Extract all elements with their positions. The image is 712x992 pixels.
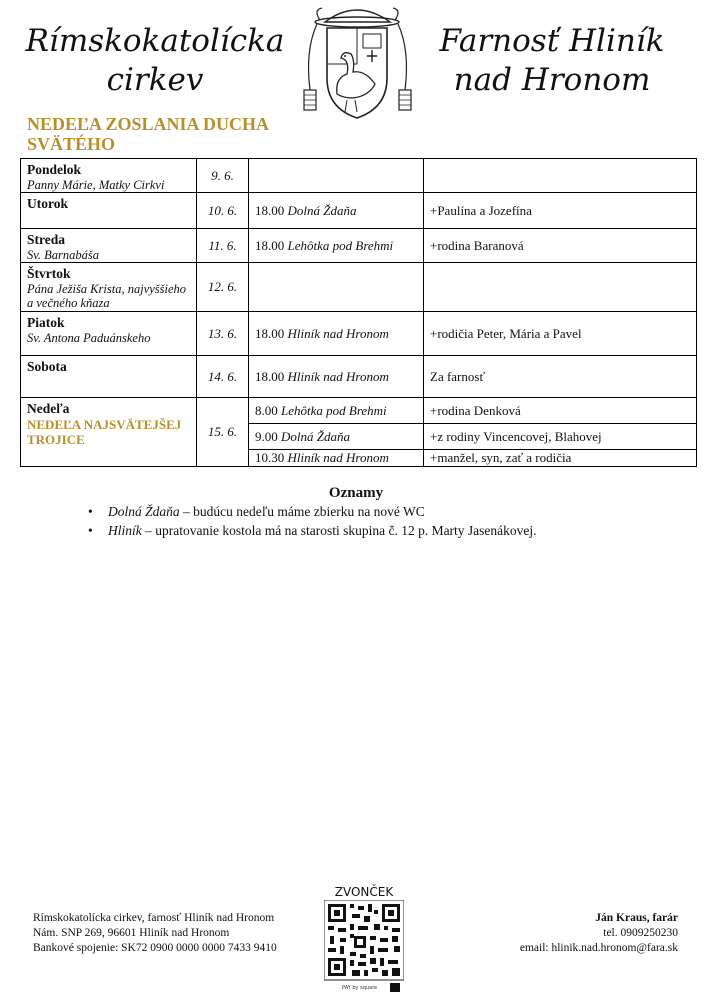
sunday-feast: NEDEĽA NAJSVÄTEJŠEJ TROJICE (27, 417, 182, 447)
list-item (88, 502, 537, 521)
intention-cell: Za farnosť (424, 356, 697, 398)
intention-cell: +rodičia Peter, Mária a Pavel (424, 312, 697, 356)
table-row (21, 312, 697, 356)
day-cell (21, 229, 197, 263)
header-right (407, 22, 697, 100)
footer-bank: Bankové spojenie: SK72 0900 0000 0000 7433 9410 (33, 942, 277, 954)
day-feast: Panny Márie, Matky Cirkvi (27, 178, 165, 192)
day-cell (21, 398, 197, 467)
day-name: Pondelok (27, 162, 82, 177)
mass-schedule-table (20, 158, 697, 467)
mass-time: 18.00 (255, 368, 285, 384)
footer-email: email: hlinik.nad.hronom@fara.sk (519, 942, 678, 954)
intention-cell (424, 263, 697, 312)
announcement-text: – budúcu nedeľu máme zbierku na nové WC (179, 504, 425, 519)
mass-time: 9.00 (255, 428, 278, 444)
footer-contact (520, 911, 678, 956)
mass-time: 8.00 (255, 402, 278, 418)
qr-code-icon (324, 900, 404, 992)
mass-time: 18.00 (255, 202, 285, 218)
mass-time: 10.30 (255, 450, 285, 465)
footer-parish-info (33, 911, 277, 956)
footer-address: Nám. SNP 269, 96601 Hliník nad Hronom (33, 927, 230, 939)
table-row (21, 263, 697, 312)
date-cell: 15. 6. (197, 398, 249, 467)
mass-place: Lehôtka pod Brehmi (281, 402, 387, 418)
footer-parish-name: Rímskokatolícka cirkev, farnosť Hliník nad Hronom (33, 912, 275, 924)
qr-caption: PAY by square (342, 985, 378, 991)
day-name: Štvrtok (27, 266, 71, 281)
mass-place: Hliník nad Hronom (287, 368, 389, 384)
table-row (21, 229, 697, 263)
mass-place: Hliník nad Hronom (287, 450, 389, 465)
footer-phone: tel. 0909250230 (603, 927, 678, 939)
mass-cell (249, 424, 424, 450)
day-name: Nedeľa (27, 401, 70, 416)
day-name: Piatok (27, 315, 65, 330)
day-cell (21, 356, 197, 398)
intention-cell: +z rodiny Vincencovej, Blahovej (424, 424, 697, 450)
mass-cell (249, 450, 424, 467)
bullet-icon: • (88, 523, 93, 538)
mass-time: 18.00 (255, 325, 285, 341)
day-cell (21, 263, 197, 312)
date-cell: 9. 6. (197, 159, 249, 193)
header-left-line1: Rímskokatolícka (25, 23, 285, 59)
announcements-title: Oznamy (328, 485, 384, 501)
day-cell (21, 312, 197, 356)
mass-cell (249, 159, 424, 193)
mass-cell (249, 398, 424, 424)
mass-place: Hliník nad Hronom (287, 325, 389, 341)
day-feast: Pána Ježiša Krista, najvyššieho a večného kňaza (27, 282, 187, 310)
table-row (21, 159, 697, 193)
day-name: Utorok (27, 196, 69, 211)
day-name: Sobota (27, 359, 67, 374)
intention-cell: +Paulína a Jozefína (424, 193, 697, 229)
date-cell: 12. 6. (197, 263, 249, 312)
header-left-line2: cirkev (106, 62, 204, 98)
coat-of-arms-icon (295, 0, 420, 120)
announcement-place: Hliník (108, 523, 142, 538)
announcement-text: – upratovanie kostola má na starosti skupina č. 12 p. Marty Jasenákovej. (141, 523, 537, 538)
qr-label: ZVONČEK (334, 885, 394, 899)
mass-cell (249, 312, 424, 356)
table-row (21, 356, 697, 398)
date-cell: 11. 6. (197, 229, 249, 263)
header-right-line2: nad Hronom (453, 62, 651, 98)
bullet-icon: • (88, 504, 93, 519)
list-item (88, 521, 537, 540)
intention-cell: +rodina Denková (424, 398, 697, 424)
header-right-line1: Farnosť Hliník (439, 23, 665, 59)
mass-cell (249, 193, 424, 229)
mass-place: Dolná Ždaňa (287, 202, 357, 218)
mass-cell (249, 229, 424, 263)
date-cell: 13. 6. (197, 312, 249, 356)
day-cell (21, 159, 197, 193)
mass-cell (249, 356, 424, 398)
day-cell (21, 193, 197, 229)
table-row (21, 193, 697, 229)
announcement-place: Dolná Ždaňa (108, 504, 180, 519)
intention-cell: +rodina Baranová (424, 229, 697, 263)
footer-priest: Ján Kraus, farár (595, 912, 678, 924)
day-feast: Sv. Barnabáša (27, 248, 99, 262)
mass-time: 18.00 (255, 237, 285, 253)
mass-place: Dolná Ždaňa (281, 428, 350, 444)
intention-cell (424, 159, 697, 193)
day-feast: Sv. Antona Paduánskeho (27, 331, 151, 345)
header-left (10, 22, 300, 100)
mass-cell (249, 263, 424, 312)
date-cell: 10. 6. (197, 193, 249, 229)
announcements-list (88, 502, 537, 540)
mass-place: Lehôtka pod Brehmi (287, 237, 394, 253)
sunday-title: NEDEĽA ZOSLANIA DUCHA SVÄTÉHO (27, 114, 269, 154)
day-name: Streda (27, 232, 66, 247)
intention-cell: +manžel, syn, zať a rodičia (424, 450, 697, 467)
table-row (21, 398, 697, 424)
date-cell: 14. 6. (197, 356, 249, 398)
